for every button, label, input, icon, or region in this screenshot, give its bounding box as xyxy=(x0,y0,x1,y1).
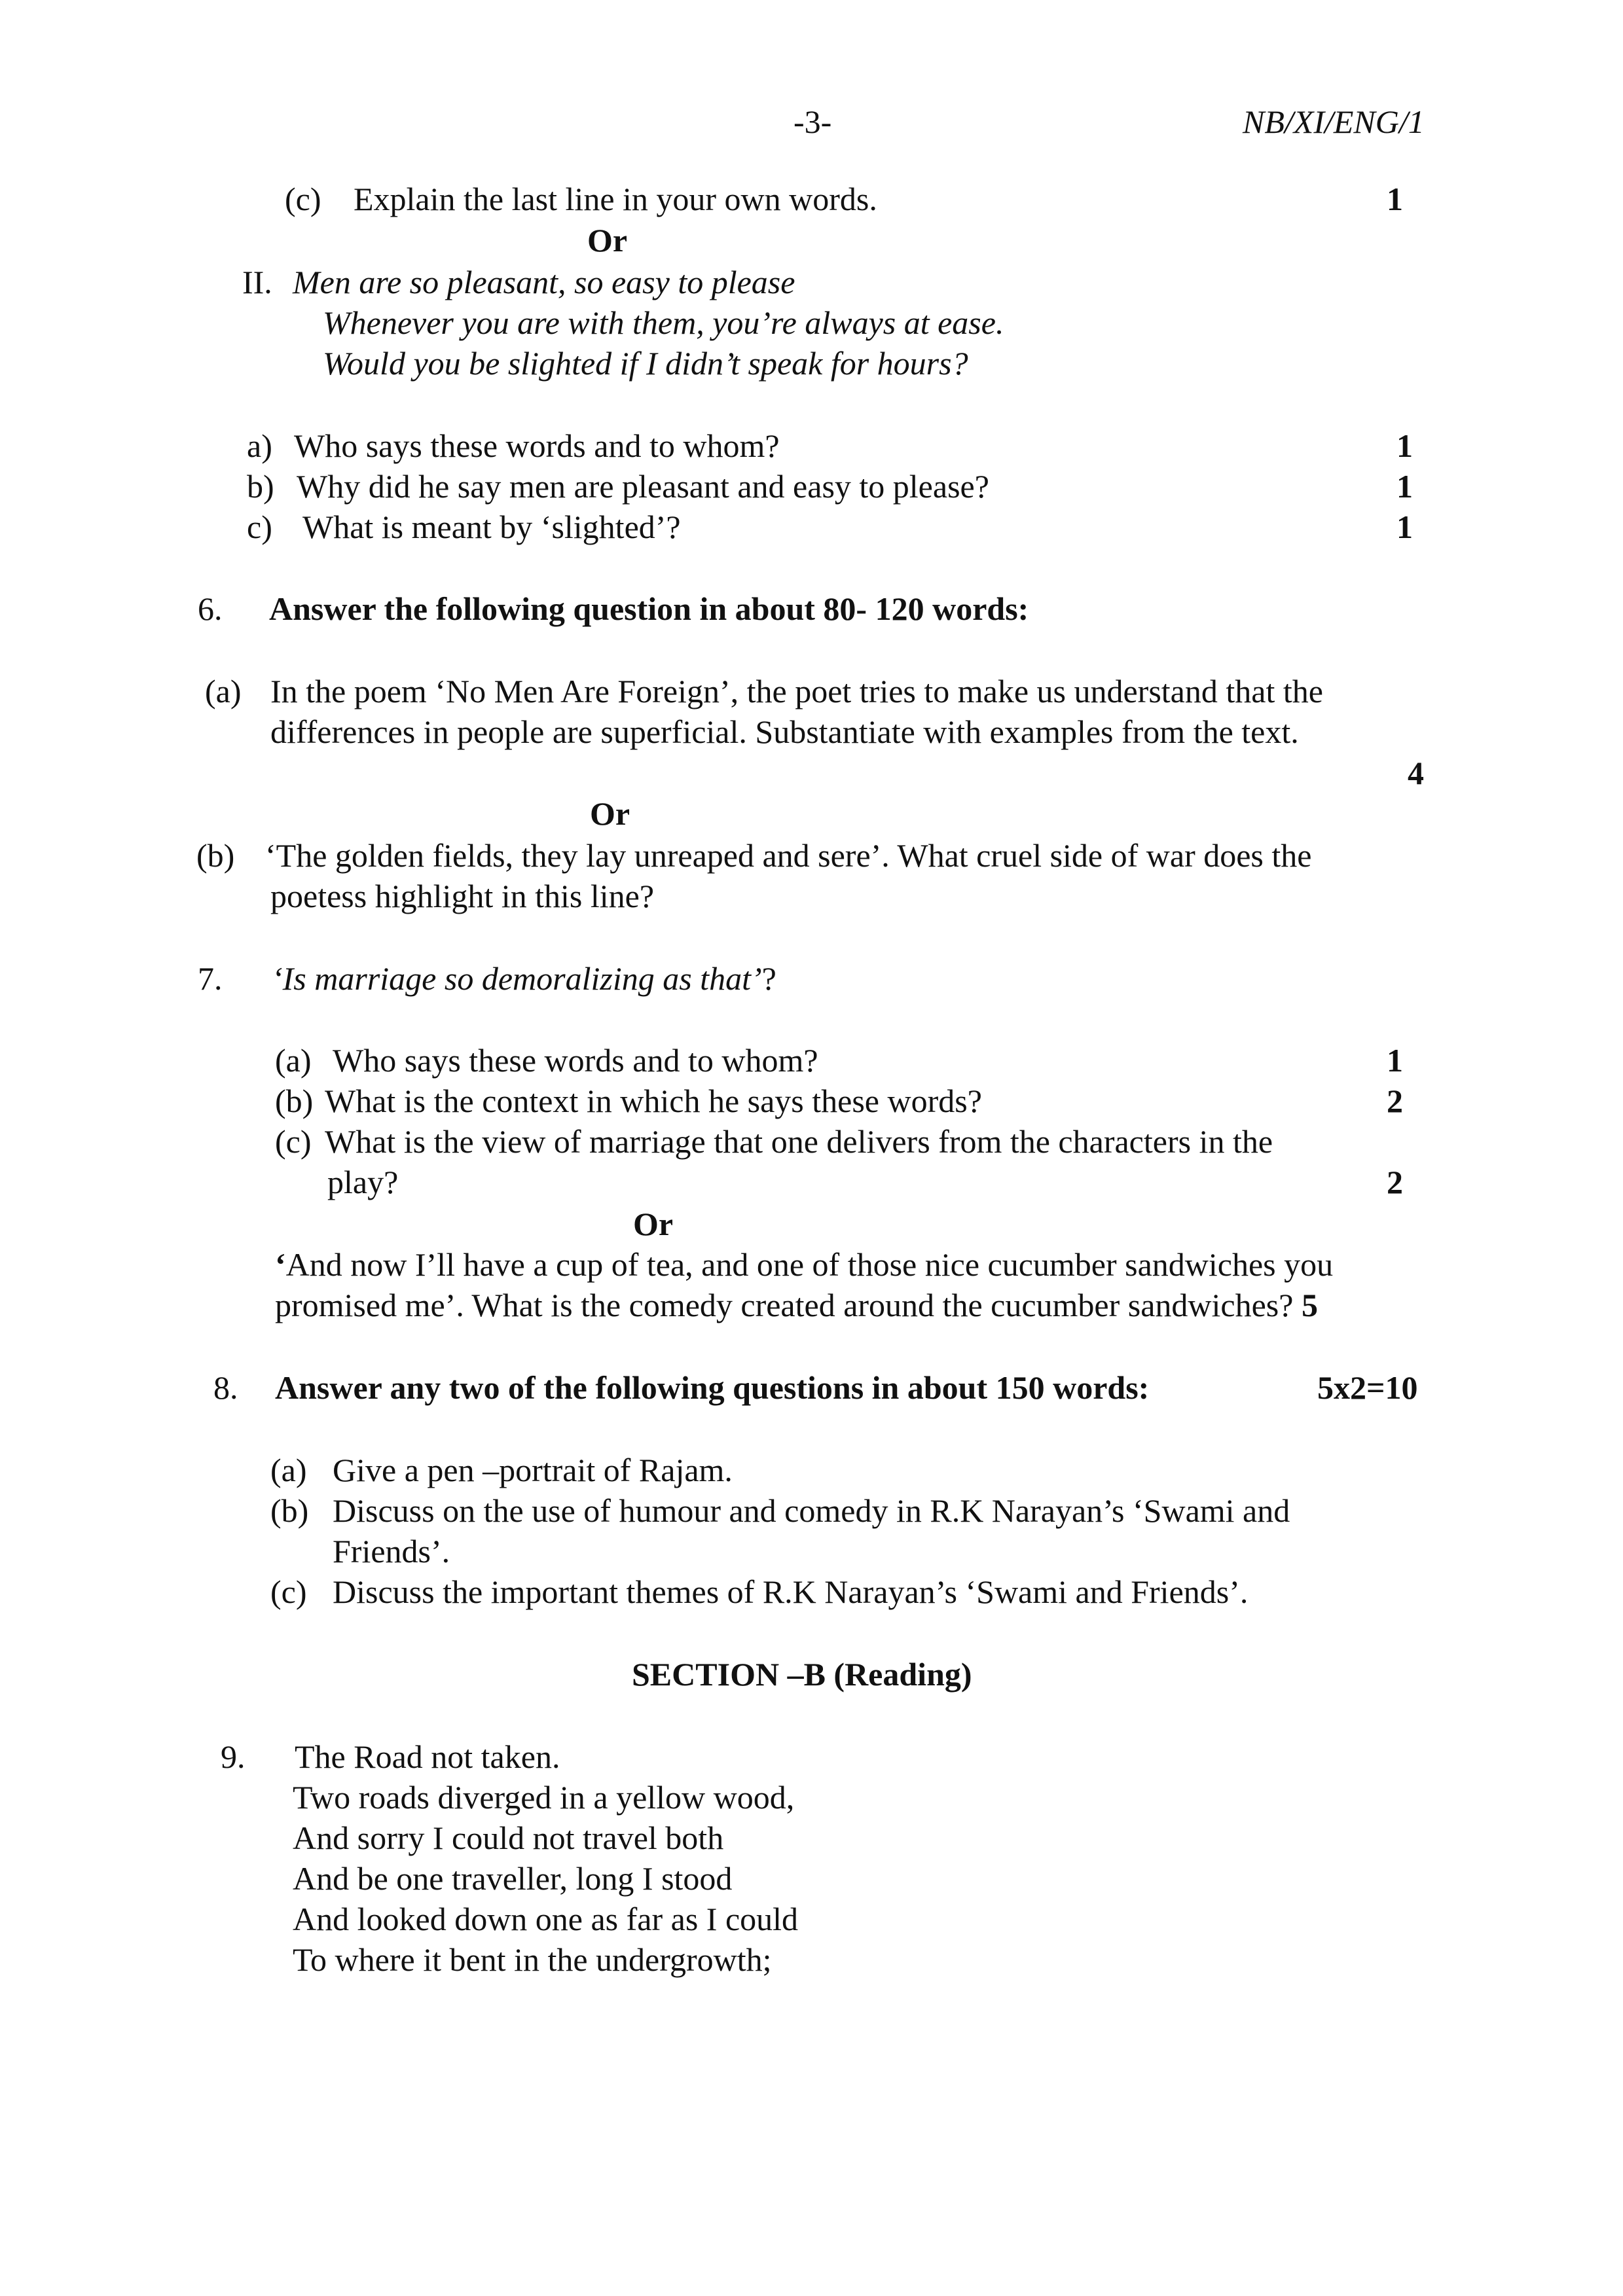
q9-number: 9. xyxy=(221,1738,246,1775)
q7-sub-text: Who says these words and to whom? xyxy=(333,1042,818,1079)
q6-b-line: poetess highlight in this line? xyxy=(270,878,655,914)
q8-item-label: (b) xyxy=(270,1492,309,1529)
q6-b-line: ‘The golden fields, they lay unreaped and sere’. What cruel side of war does the xyxy=(265,837,1312,874)
q6-number: 6. xyxy=(198,590,223,627)
q8-number: 8. xyxy=(213,1369,238,1406)
section-heading: SECTION –B (Reading) xyxy=(632,1656,972,1693)
q9-title: The Road not taken. xyxy=(295,1738,560,1775)
q5-c-label: (c) xyxy=(285,181,321,217)
q8-item-text: Give a pen –portrait of Rajam. xyxy=(333,1452,733,1488)
poem-line: Would you be slighted if I didn’t speak for hours? xyxy=(323,345,968,382)
q7-sub-label: (b) xyxy=(275,1083,314,1119)
q7-alt-line-text: And now I’ll have a cup of tea, and one of those nice cucumber sandwiches you xyxy=(285,1246,1334,1283)
q7-quote xyxy=(272,958,776,999)
q5-c-text: Explain the last line in your own words. xyxy=(354,181,877,217)
poem-line: Men are so pleasant, so easy to please xyxy=(293,264,795,300)
q7-sub-text: What is the view of marriage that one delivers from the characters in the xyxy=(325,1123,1273,1160)
page-number: -3- xyxy=(793,103,832,140)
q5-sub-marks: 1 xyxy=(1396,509,1413,545)
q5-sub-text: What is meant by ‘slighted’? xyxy=(302,509,681,545)
q5-sub-label: a) xyxy=(247,427,272,464)
q8-item-text: Discuss on the use of humour and comedy in R.K Narayan’s ‘Swami and xyxy=(333,1492,1290,1529)
q5-sub-text: Who says these words and to whom? xyxy=(294,427,780,464)
q7-sub-marks: 1 xyxy=(1387,1042,1403,1079)
q7-c-marks: 2 xyxy=(1387,1164,1403,1200)
q6-instruction: Answer the following question in about 80- 120 words: xyxy=(269,590,1029,627)
q7-quote-text: ‘Is marriage so demoralizing as that’ xyxy=(272,960,762,997)
q9-poem-line: And be one traveller, long I stood xyxy=(293,1860,733,1897)
q5-sub-label: c) xyxy=(247,509,272,545)
q8-marks: 5x2=10 xyxy=(1317,1369,1418,1406)
q7-sub-marks: 2 xyxy=(1387,1083,1403,1119)
q5-sub-marks: 1 xyxy=(1396,427,1413,464)
q6-b-label: (b) xyxy=(196,837,235,874)
q7-alt-line-text: promised me’. What is the comedy created around the cucumber sandwiches? xyxy=(275,1287,1294,1323)
q5-ii-label: II. xyxy=(242,264,272,300)
q7-number: 7. xyxy=(198,960,223,997)
q8-item-label: (a) xyxy=(270,1452,307,1488)
q6-a-label: (a) xyxy=(205,673,242,709)
q8-instruction: Answer any two of the following questions in about 150 words: xyxy=(275,1369,1150,1406)
q5-c-marks: 1 xyxy=(1387,181,1403,217)
q9-poem-line: And sorry I could not travel both xyxy=(293,1820,724,1856)
q9-poem-line: To where it bent in the undergrowth; xyxy=(293,1941,772,1978)
q7-sub-label: (c) xyxy=(275,1123,312,1160)
q7-quote-end: ? xyxy=(761,960,776,997)
q5-or: Or xyxy=(587,222,628,259)
q5-sub-marks: 1 xyxy=(1396,468,1413,505)
q9-poem-line: And looked down one as far as I could xyxy=(293,1901,799,1937)
q8-item-text: Friends’. xyxy=(333,1533,450,1570)
q9-poem-line: Two roads diverged in a yellow wood, xyxy=(293,1779,795,1816)
q6-or: Or xyxy=(590,795,630,832)
q7-alt-line xyxy=(275,1285,1318,1325)
paper-code: NB/XI/ENG/1 xyxy=(1243,103,1425,140)
q7-alt-line xyxy=(275,1244,1333,1285)
q8-item-text: Discuss the important themes of R.K Narayan’s ‘Swami and Friends’. xyxy=(333,1573,1249,1610)
q6-a-line: In the poem ‘No Men Are Foreign’, the poet tries to make us understand that the xyxy=(270,673,1323,709)
q7-sub-label: (a) xyxy=(275,1042,312,1079)
q6-marks: 4 xyxy=(1408,755,1424,791)
q8-item-label: (c) xyxy=(270,1573,307,1610)
q7-alt-marks: 5 xyxy=(1301,1287,1318,1323)
q7-sub-text: What is the context in which he says these words? xyxy=(325,1083,982,1119)
poem-line: Whenever you are with them, you’re always at ease. xyxy=(323,304,1004,341)
q7-c-continuation: play? xyxy=(327,1164,399,1200)
q5-sub-label: b) xyxy=(247,468,274,505)
q7-or: Or xyxy=(633,1206,674,1242)
q5-sub-text: Why did he say men are pleasant and easy to please? xyxy=(297,468,989,505)
q6-a-line: differences in people are superficial. Substantiate with examples from the text. xyxy=(270,713,1299,750)
q7-alt-open-quote: ‘ xyxy=(275,1246,286,1283)
